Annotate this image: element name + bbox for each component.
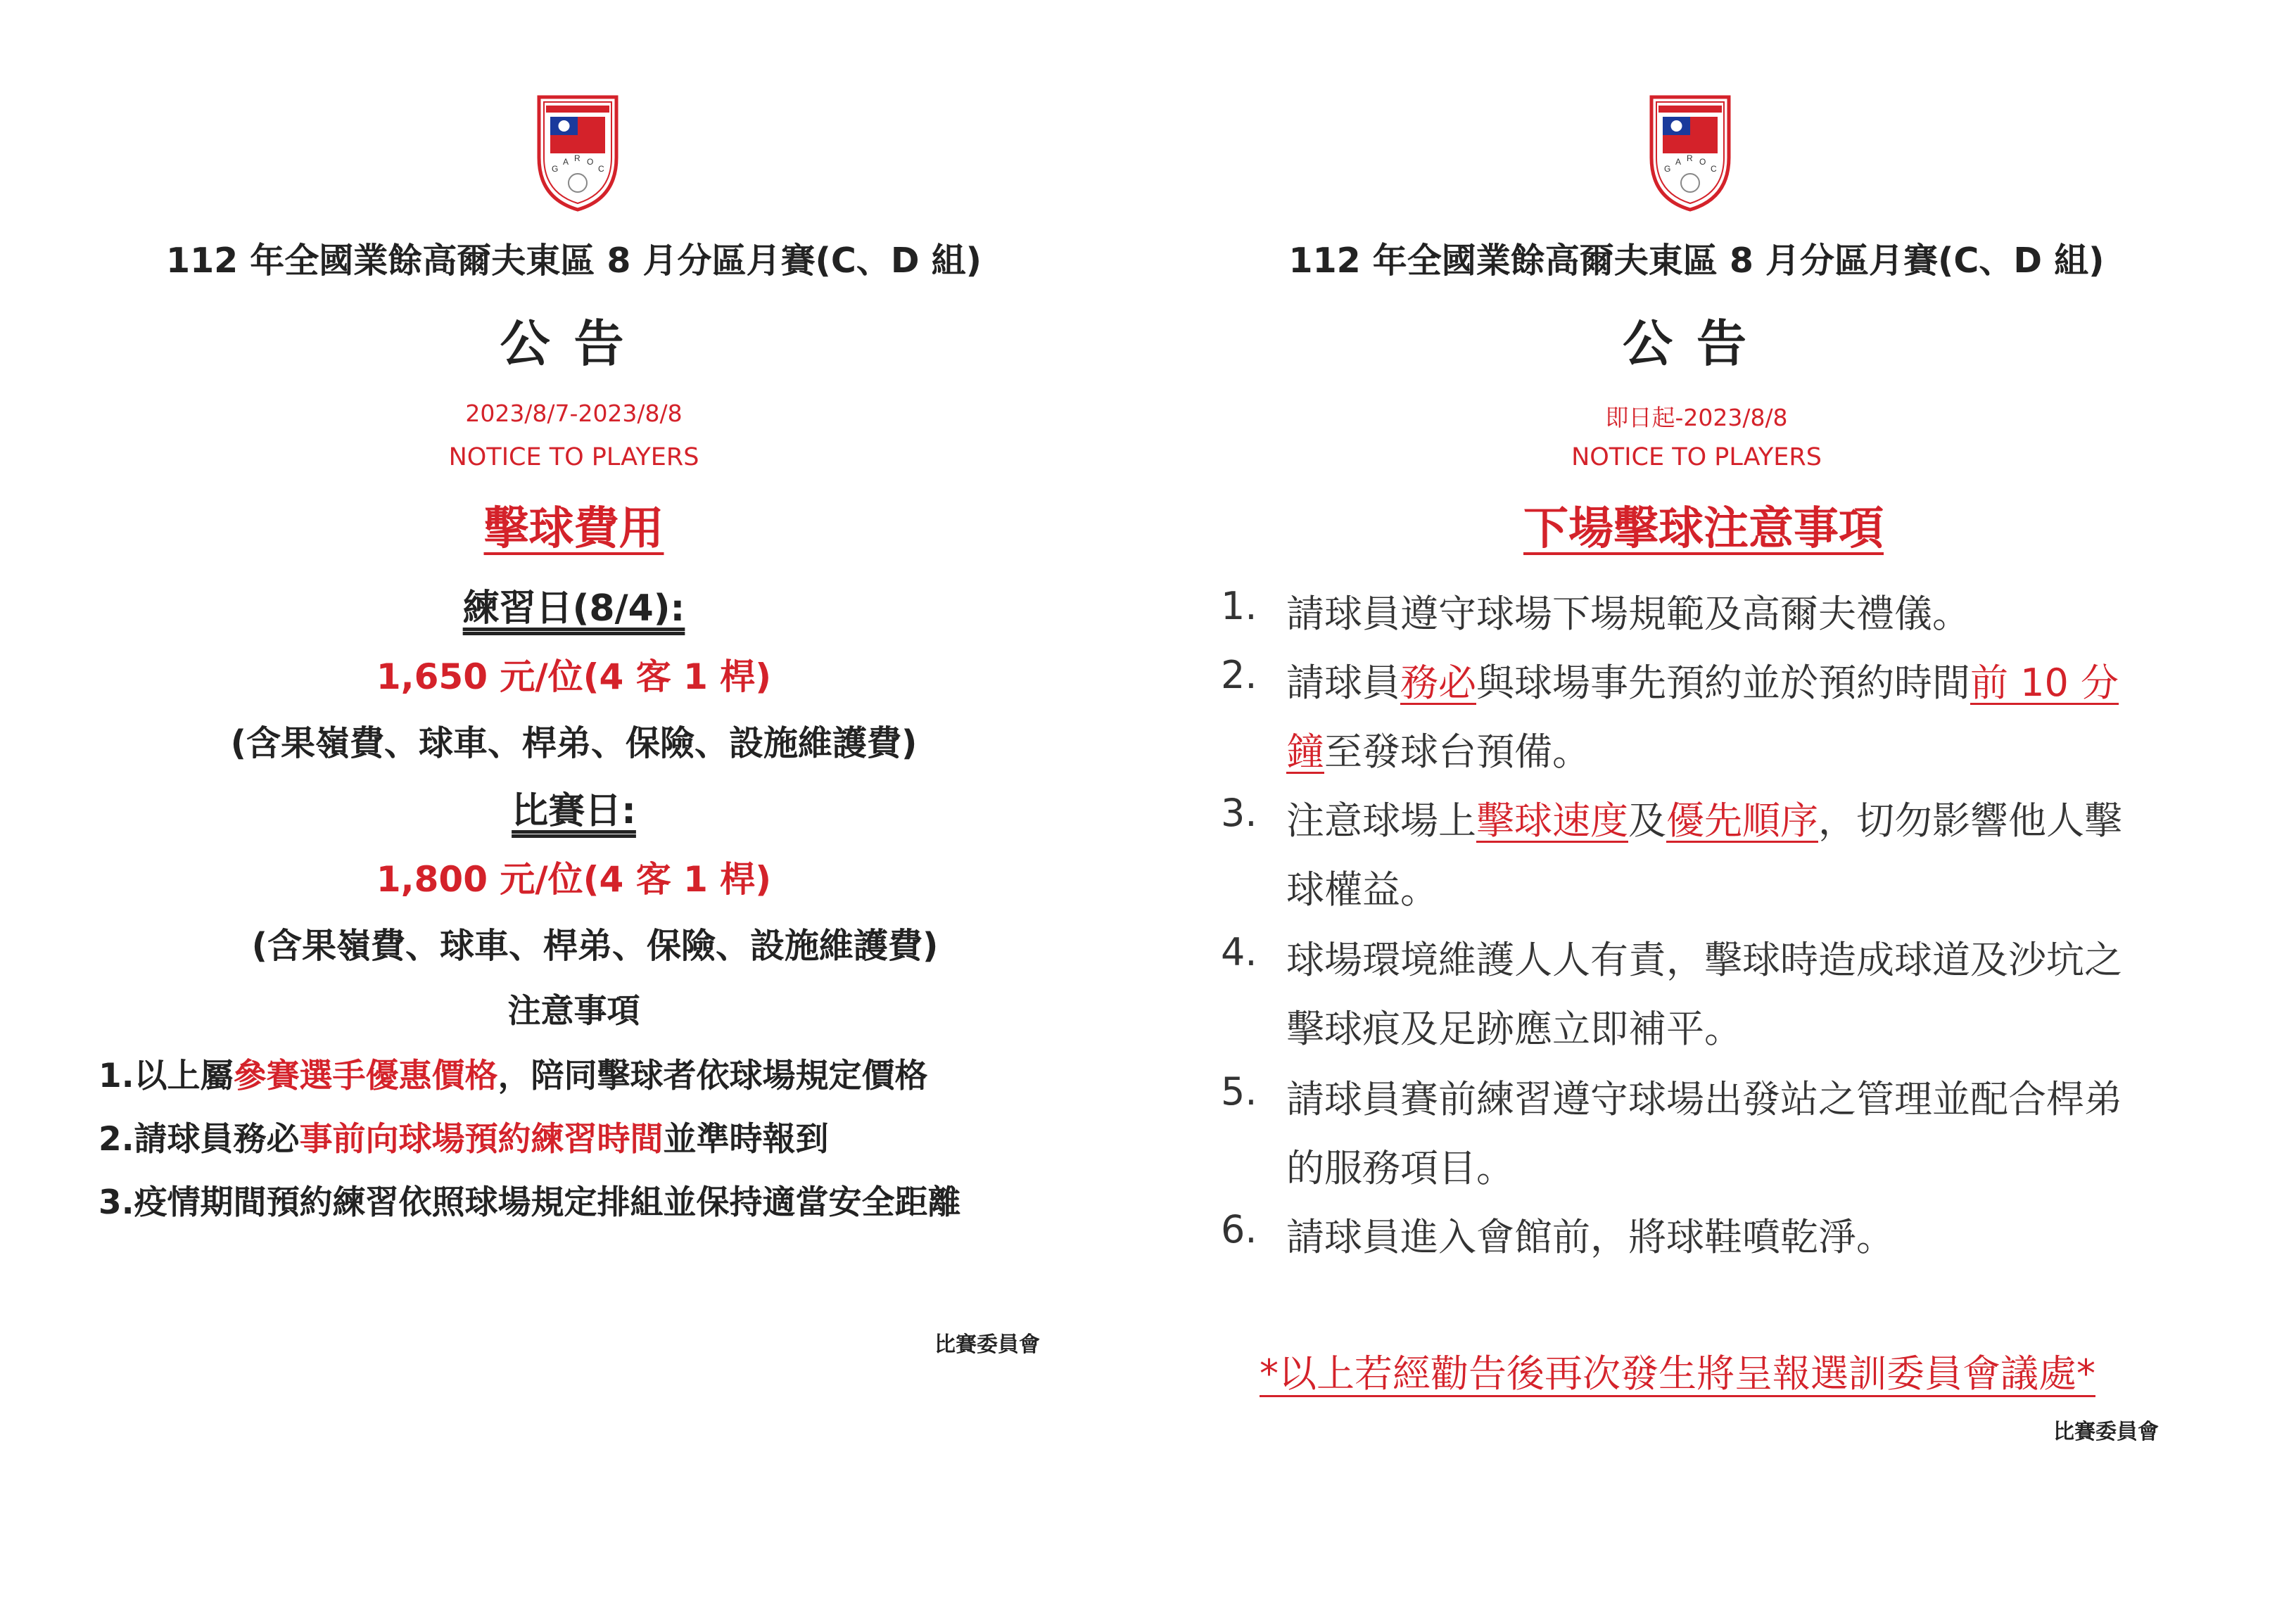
item-3-part: 及 [1628, 798, 1666, 843]
item-3-text-cont: 球權益。 [1286, 867, 1438, 912]
item-3-highlight: 優先順序 [1666, 798, 1818, 843]
item-2-highlight: 務必 [1400, 661, 1476, 705]
notice-to-players: NOTICE TO PLAYERS [1571, 443, 1822, 471]
date-range: 2023/8/7-2023/8/8 [465, 400, 683, 427]
item-2-part: 與球場事先預約並於預約時間 [1476, 661, 1970, 705]
item-5-text-cont: 的服務項目。 [1286, 1146, 1514, 1190]
fee-heading: 擊球費用 [483, 503, 664, 555]
practice-day-row [0, 578, 1148, 631]
svg-text:C: C [598, 164, 604, 174]
svg-text:R: R [574, 153, 581, 163]
item-2-number: 2. [1221, 653, 1257, 697]
svg-text:G: G [552, 164, 559, 174]
item-2-highlight: 前 10 分 [1970, 661, 2119, 705]
note-2-text-end: 並準時報到 [663, 1120, 829, 1159]
item-2-text-cont [1286, 722, 1590, 776]
note-1 [99, 1050, 928, 1097]
note-1-text-end: ，陪同擊球者依球場規定價格 [497, 1057, 928, 1095]
course-rules-heading-row [1148, 492, 2245, 557]
item-4-text: 球場環境維護人人有責，擊球時造成球道及沙坑之 [1286, 938, 2122, 982]
note-1-highlight: 參賽選手優惠價格 [233, 1057, 498, 1095]
item-4-number: 4. [1221, 930, 1257, 974]
committee-signature: 比賽委員會 [2053, 1420, 2159, 1444]
event-title: 112 年全國業餘高爾夫東區 8 月分區月賽(C、D 組) [1288, 241, 2105, 281]
practice-day-inclusions: (含果嶺費、球車、桿弟、保險、設施維護費) [230, 723, 918, 763]
note-1-text: 1.以上屬 [99, 1057, 234, 1095]
practice-day-label: 練習日(8/4): [462, 587, 685, 630]
match-day-price: 1,800 元/位(4 客 1 桿) [376, 859, 772, 900]
svg-text:A: A [563, 157, 569, 167]
match-day-inclusions: (含果嶺費、球車、桿弟、保險、設施維護費) [251, 926, 939, 966]
announcement-label: 公告 [1622, 314, 1770, 373]
item-3-text [1286, 791, 2122, 845]
item-3-part: ，切勿影響他人擊 [1818, 798, 2122, 843]
note-2-highlight: 事前向球場預約練習時間 [299, 1120, 664, 1159]
course-rules-heading: 下場擊球注意事項 [1523, 503, 1884, 555]
garoc-emblem-logo [535, 93, 621, 212]
note-2-text: 2.請球員務必 [99, 1120, 300, 1159]
item-2-highlight: 鐘 [1286, 730, 1324, 774]
committee-signature: 比賽委員會 [934, 1332, 1040, 1357]
item-2-part: 請球員 [1286, 661, 1400, 705]
svg-text:G: G [1664, 164, 1671, 174]
item-3-number: 3. [1221, 791, 1257, 835]
date-range: 即日起-2023/8/8 [1605, 404, 1788, 431]
item-1-text: 請球員遵守球場下場規範及高爾夫禮儀。 [1286, 592, 1970, 636]
match-day-label: 比賽日: [512, 790, 636, 832]
item-5-text: 請球員賽前練習遵守球場出發站之管理並配合桿弟 [1286, 1077, 2122, 1121]
notes-title: 注意事項 [507, 992, 640, 1031]
item-6-text: 請球員進入會館前，將球鞋噴乾淨。 [1286, 1215, 1894, 1259]
practice-day-price: 1,650 元/位(4 客 1 桿) [376, 656, 772, 697]
fee-heading-row [0, 492, 1148, 557]
item-4-text-cont: 擊球痕及足跡應立即補平。 [1286, 1007, 1742, 1051]
item-3-highlight: 擊球速度 [1476, 798, 1628, 843]
item-2-text [1286, 653, 2119, 707]
svg-text:C: C [1711, 164, 1717, 174]
svg-text:O: O [587, 157, 594, 167]
svg-text:A: A [1675, 157, 1682, 167]
note-3: 3.疫情期間預約練習依照球場規定排組並保持適當安全距離 [99, 1183, 961, 1222]
announcement-label: 公告 [500, 314, 648, 373]
item-6-number: 6. [1221, 1207, 1257, 1252]
item-3-part: 注意球場上 [1286, 798, 1476, 843]
notice-to-players: NOTICE TO PLAYERS [448, 443, 699, 471]
item-1-number: 1. [1221, 584, 1257, 628]
match-day-row [0, 781, 1148, 834]
event-title: 112 年全國業餘高爾夫東區 8 月分區月賽(C、D 組) [165, 241, 982, 281]
item-5-number: 5. [1221, 1069, 1257, 1114]
svg-text:O: O [1699, 157, 1706, 167]
item-2-part: 至發球台預備。 [1324, 730, 1590, 774]
svg-text:R: R [1687, 153, 1693, 163]
garoc-emblem-logo [1647, 93, 1733, 212]
disciplinary-warning: *以上若經勸告後再次發生將呈報選訓委員會議處* [1260, 1351, 2095, 1396]
note-2 [99, 1113, 829, 1160]
